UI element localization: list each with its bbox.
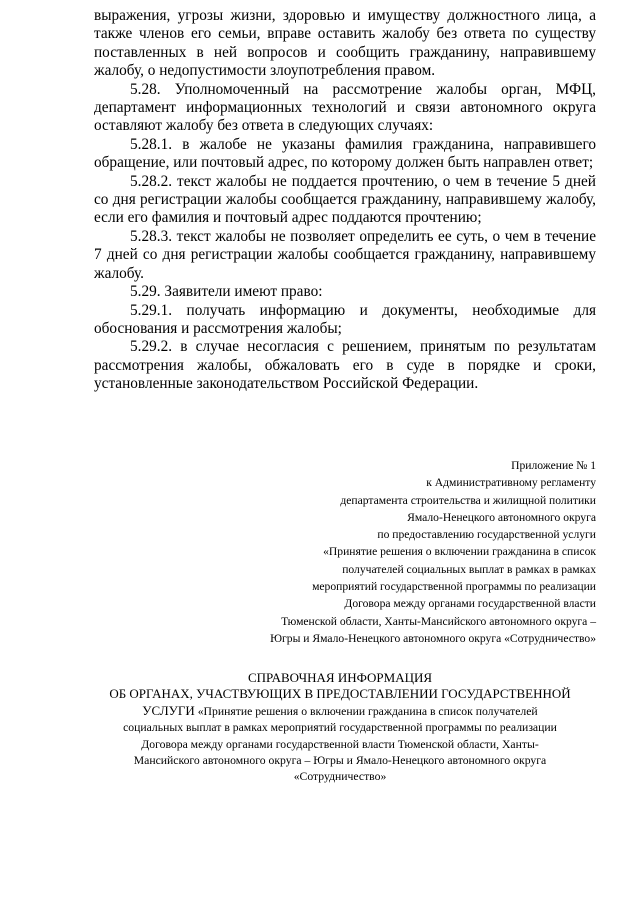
appendix-header [200,457,596,647]
appendix-line: Договора между органами государственной власти [344,597,596,611]
reference-title-line: Договора между органами государственной власти Тюменской области, Ханты- [141,737,539,751]
paragraph-5-29: 5.29. Заявители имеют право: [130,283,323,301]
reference-title-rest: «Принятие решения о включении гражданина в список получателей [194,704,538,718]
paragraph-5-29-2: 5.29.2. в случае несогласия с решением, принятым по результатам рассмотрения жалобы, обжаловать его в суде в порядке и сроки, установленные законодательством Российской Федерации. [94,338,596,393]
appendix-line: департамента строительства и жилищной политики [340,493,596,507]
paragraph-5-28-1: 5.28.1. в жалобе не указаны фамилия гражданина, направившего обращение, или почтовый адрес, по которому должен быть направлен ответ; [94,135,596,172]
reference-title-line: ОБ ОРГАНАХ, УЧАСТВУЮЩИХ В ПРЕДОСТАВЛЕНИИ ГОСУДАРСТВЕННОЙ [109,686,571,702]
paragraph-5-27-continuation: выражения, угрозы жизни, здоровью и имуществу должностного лица, а также членов его семьи, вправе оставить жалобу без ответа по существу поставленных в ней вопросов и сообщить гражданину, направившему жалобу, о недопустимости злоупотребления правом. [94,7,596,80]
reference-info-title [90,670,590,786]
appendix-line: по предоставлению государственной услуги [377,528,596,542]
reference-title-line: социальных выплат в рамках мероприятий государственной программы по реализации [123,721,557,735]
paragraph-5-28: 5.28. Уполномоченный на рассмотрение жалобы орган, МФЦ, департамент информационных технологий и связи автономного округа оставляют жалобу без ответа в следующих случаях: [94,80,596,135]
reference-title-line: СПРАВОЧНАЯ ИНФОРМАЦИЯ [247,670,433,685]
complaint-procedure-text [94,7,596,394]
reference-title-line: Мансийского автономного округа – Югры и Ямало-Ненецкого автономного округа [133,754,547,768]
appendix-line: «Принятие решения о включении гражданина в список [323,545,596,559]
appendix-line: Тюменской области, Ханты-Мансийского автономного округа – [281,614,596,628]
reference-title-caps: УСЛУГИ [142,702,195,718]
reference-title-line [90,703,590,720]
appendix-line: Приложение № 1 [511,459,596,472]
paragraph-5-28-3: 5.28.3. текст жалобы не позволяет определить ее суть, о чем в течение 7 дней со дня регистрации жалобы сообщается гражданину, направившему жалобу. [94,227,596,282]
appendix-line: Югры и Ямало-Ненецкого автономного округа «Сотрудничество» [270,631,596,645]
appendix-line: к Административному регламенту [426,476,596,490]
appendix-line: получателей социальных выплат в рамках в рамках [342,562,596,576]
appendix-line: мероприятий государственной программы по реализации [312,580,596,594]
reference-title-line: «Сотрудничество» [293,770,387,784]
appendix-line: Ямало-Ненецкого автономного округа [407,510,596,524]
paragraph-5-29-1: 5.29.1. получать информацию и документы, необходимые для обоснования и рассмотрения жалобы; [94,301,596,337]
paragraph-5-28-2: 5.28.2. текст жалобы не поддается прочтению, о чем в течение 5 дней со дня регистрации жалобы сообщается гражданину, направившему жалобу, если его фамилия и почтовый адрес поддаются прочтению; [94,172,596,227]
